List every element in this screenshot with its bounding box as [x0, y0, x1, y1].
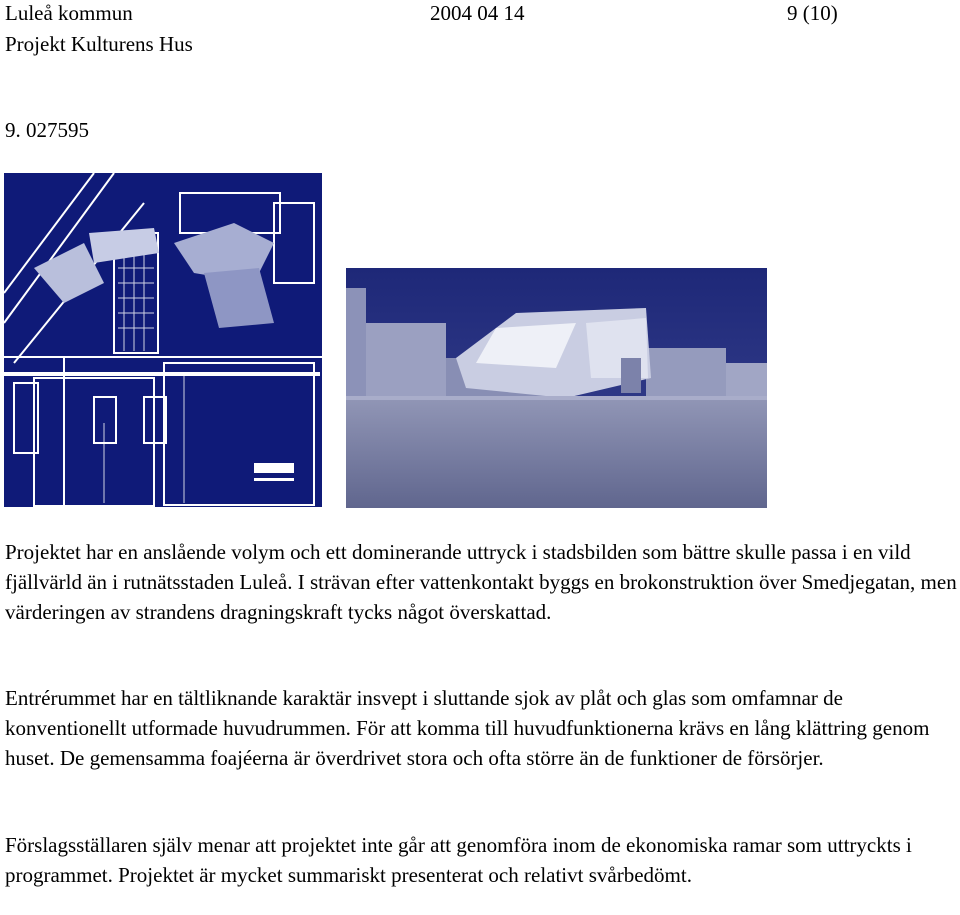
organization-name: Luleå kommun [5, 1, 133, 25]
entry-id: 9. 027595 [5, 118, 89, 142]
page-number: 9 (10) [787, 1, 838, 25]
paragraph-2: Entrérummet har en tältliknande karaktär insvept i sluttande sjok av plåt och glas som omfamnar de konventionellt utformade huvudrummen. För att komma till huvudfunktionerna krävs en lång klättring genom huset. De gemensamma foajéerna är överdrivet stora och ofta större än de funktioner de försörjer. [5, 686, 930, 770]
paragraph-1: Projektet har en anslående volym och ett dominerande uttryck i stadsbilden som bättre skulle passa i en vild fjällvärld än i rutnätsstaden Luleå. I strävan efter vattenkontakt byggs en brokonstruktion över Smedjegatan, men värderingen av strandens dragningskraft tycks något överskattad. [5, 540, 957, 624]
project-name: Projekt Kulturens Hus [5, 32, 193, 56]
paragraph-3: Förslagsställaren själv menar att projektet inte går att genomföra inom de ekonomiska ramar som uttryckts i programmet. Projektet är mycket summariskt presenterat och relativt svårbedömt. [5, 833, 912, 887]
site-plan-figure [4, 173, 322, 507]
building-rendering-figure [346, 268, 767, 508]
document-date: 2004 04 14 [430, 1, 525, 25]
